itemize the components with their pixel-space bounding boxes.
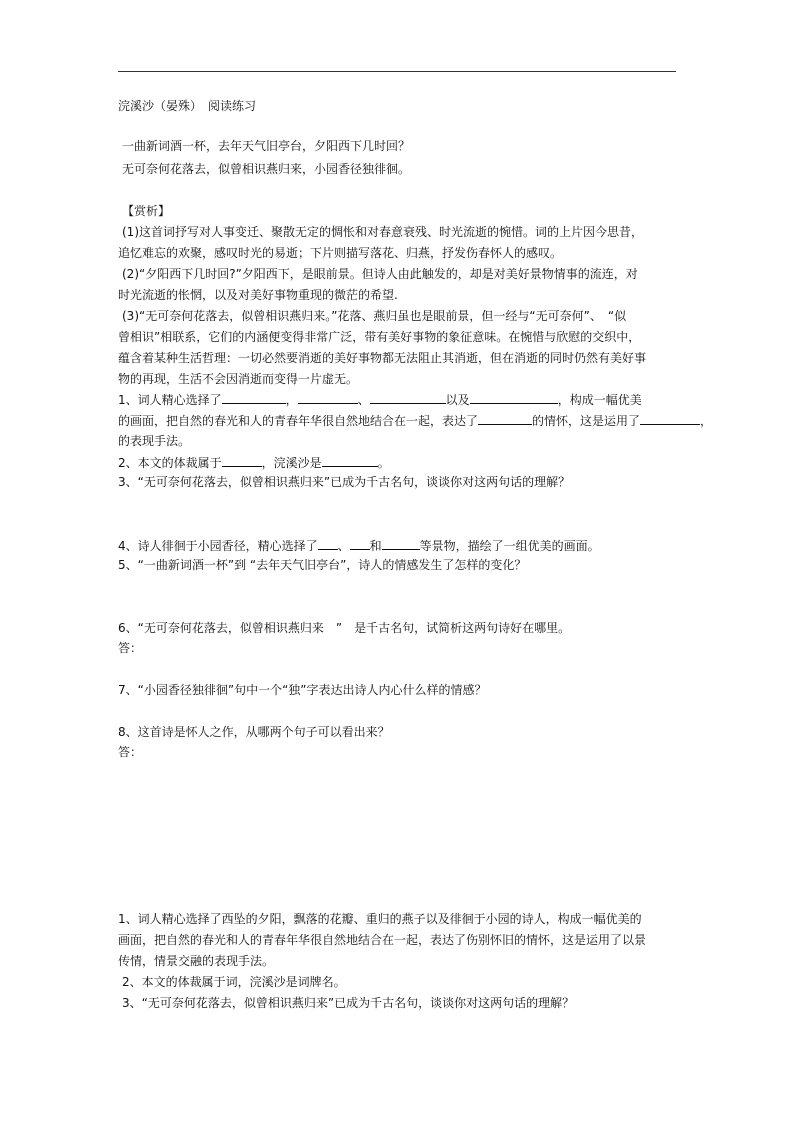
answer-blank[interactable] bbox=[322, 454, 378, 467]
answer-blank[interactable] bbox=[470, 391, 558, 404]
answer-blank[interactable] bbox=[382, 537, 420, 550]
answer-blank[interactable] bbox=[222, 454, 262, 467]
analysis-line: 时光流逝的怅惘，以及对美好事物重现的微茫的希望. bbox=[118, 288, 398, 302]
answer-label: 答： bbox=[118, 641, 143, 655]
analysis-line: (3)“无可奈何花落去，似曾相识燕归来。”花落、燕归虽也是眼前景，但一经与“无可奈何”、 “似 bbox=[122, 309, 627, 323]
analysis-line: 蕴含着某种生活哲理：一切必然要消逝的美好事物都无法阻止其消逝，但在消逝的同时仍然有美好事 bbox=[118, 351, 647, 365]
question-8: 8、这首诗是怀人之作，从哪两个句子可以看出来？ bbox=[118, 725, 390, 739]
answer-blank[interactable] bbox=[298, 391, 358, 404]
answer-blank[interactable] bbox=[318, 537, 338, 550]
answer-blank[interactable] bbox=[222, 391, 286, 404]
answer-blank[interactable] bbox=[350, 537, 370, 550]
analysis-line: 曾相识”相联系，它们的内涵便变得非常广泛，带有美好事物的象征意味。在惋惜与欣慰的交织中， bbox=[118, 330, 641, 344]
answer-line: 3、“无可奈何花落去，似曾相识燕归来”已成为千古名句，谈谈你对这两句话的理解？ bbox=[122, 996, 575, 1010]
question-2: 2、本文的体裁属于 ，浣溪沙是 。 bbox=[118, 456, 390, 470]
question-3: 3、“无可奈何花落去，似曾相识燕归来”已成为千古名句，谈谈你对这两句话的理解？ bbox=[118, 475, 571, 489]
analysis-heading: 【赏析】 bbox=[122, 204, 171, 218]
answer-label: 答： bbox=[118, 745, 143, 759]
answer-line: 画面，把自然的春光和人的青春年华很自然地结合在一起，表达了伤别怀旧的情怀，这是运用了以景 bbox=[118, 933, 647, 947]
answer-line: 传情，情景交融的表现手法。 bbox=[118, 954, 275, 968]
question-6: 6、“无可奈何花落去，似曾相识燕归来 ” 是千古名句，试简析这两句诗好在哪里。 bbox=[118, 621, 571, 635]
poem-line-2: 无可奈何花落去，似曾相识燕归来，小园香径独徘徊。 bbox=[122, 162, 411, 176]
page-title: 浣溪沙（晏殊） 阅读练习 bbox=[118, 99, 257, 113]
answer-blank[interactable] bbox=[478, 412, 532, 425]
answer-line: 1、词人精心选择了西坠的夕阳，飘落的花瓣、重归的燕子以及徘徊于小园的诗人，构成一幅优美的 bbox=[118, 912, 642, 926]
analysis-line: (2)“夕阳西下几时回?”夕阳西下，是眼前景。但诗人由此触发的，却是对美好景物情事的流连，对 bbox=[122, 267, 638, 281]
question-1-cont: 的画面，把自然的春光和人的青春年华很自然地结合在一起，表达了 的情怀，这是运用了 ， bbox=[118, 414, 713, 428]
poem-line-1: 一曲新词酒一杯，去年天气旧亭台，夕阳西下几时回？ bbox=[122, 139, 411, 153]
answer-line: 2、本文的体裁属于词，浣溪沙是词牌名。 bbox=[122, 975, 346, 989]
question-5: 5、“一曲新词酒一杯”到 “去年天气旧亭台”，诗人的情感发生了怎样的变化？ bbox=[118, 558, 527, 572]
question-7: 7、“小园香径独徘徊”句中一个“独”字表达出诗人内心什么样的情感？ bbox=[118, 683, 487, 697]
answer-blank[interactable] bbox=[370, 391, 446, 404]
question-4: 4、诗人徘徊于小园香径，精心选择了 、 和 等景物，描绘了一组优美的画面。 bbox=[118, 539, 600, 553]
analysis-line: 追忆难忘的欢聚，感叹时光的易逝；下片则描写落花、归燕，抒发伤春怀人的感叹。 bbox=[118, 246, 563, 260]
question-1-end: 的表现手法。 bbox=[118, 434, 191, 448]
analysis-line: 物的再现，生活不会因消逝而变得一片虚无。 bbox=[118, 372, 359, 386]
header-rule bbox=[118, 71, 676, 72]
question-1: 1、词人精心选择了 ， 、 以及 ，构成一幅优美 bbox=[118, 393, 642, 407]
answer-blank[interactable] bbox=[640, 412, 700, 425]
analysis-line: (1)这首词抒写对人事变迁、聚散无定的惆怅和对春意衰残、时光流逝的惋惜。词的上片因今思昔， bbox=[122, 225, 644, 239]
